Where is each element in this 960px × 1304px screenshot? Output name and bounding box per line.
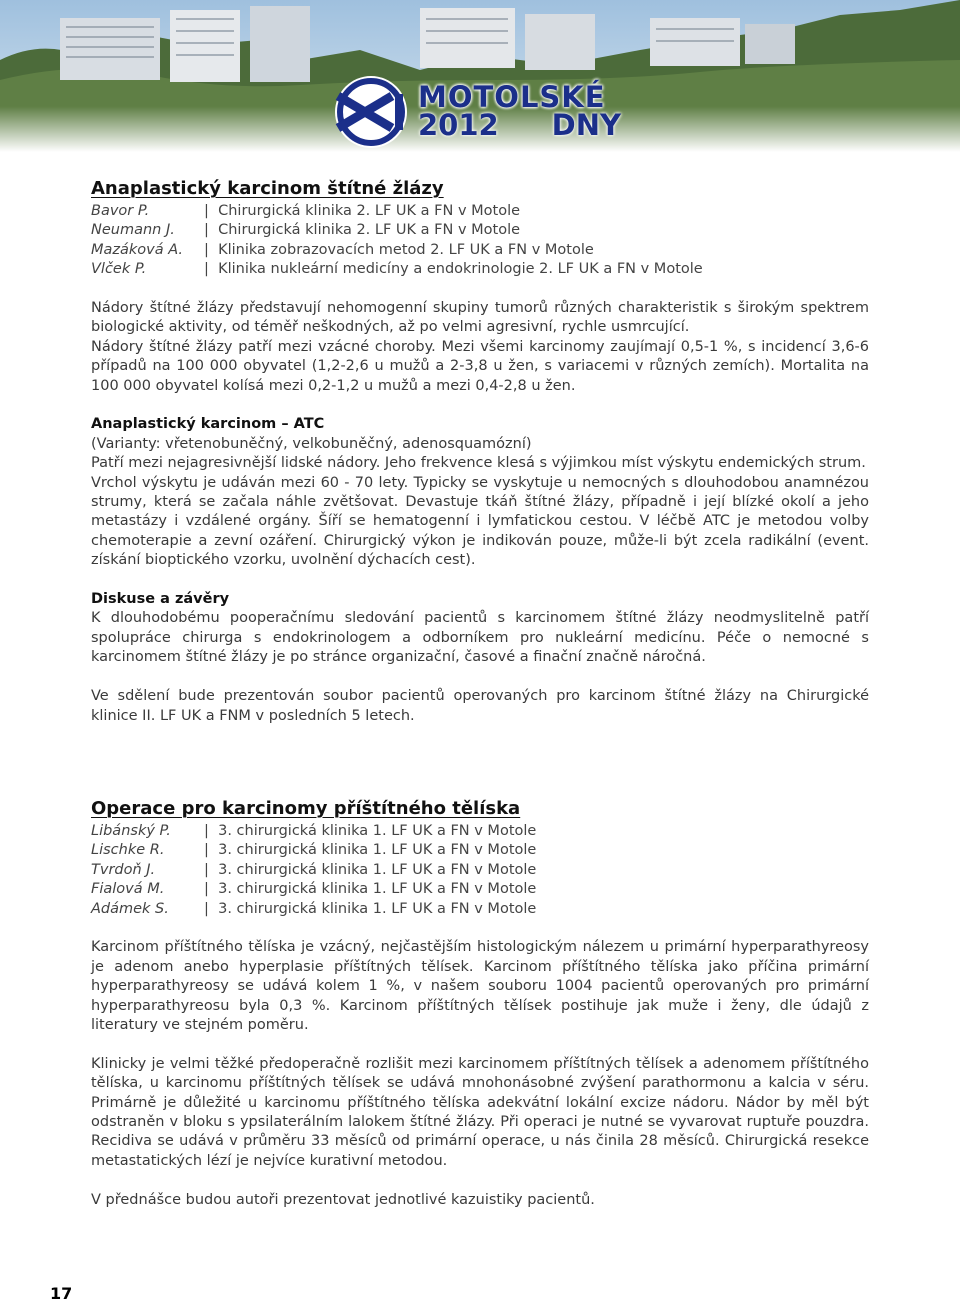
author-row bbox=[91, 260, 869, 279]
author-name: Libánský P. bbox=[91, 822, 171, 839]
author-affiliation: | 3. chirurgická klinika 1. LF UK a FN v Motole bbox=[204, 822, 536, 841]
author-affiliation: | Chirurgická klinika 2. LF UK a FN v Motole bbox=[204, 202, 520, 221]
author-name: Tvrdoň J. bbox=[91, 861, 156, 878]
author-name: Bavor P. bbox=[91, 203, 150, 219]
author-name: Fialová M. bbox=[91, 881, 165, 898]
author-affiliation: | 3. chirurgická klinika 1. LF UK a FN v Motole bbox=[204, 880, 536, 899]
author-name: Vlček P. bbox=[91, 261, 147, 278]
author-affiliation: | Klinika nukleární medicíny a endokrinologie 2. LF UK a FN v Motole bbox=[204, 260, 703, 279]
author-name: Adámek S. bbox=[91, 900, 169, 917]
logo-numeral bbox=[1, 1, 2, 2]
page-number: 17 bbox=[50, 1284, 73, 1303]
atc-paragraph: (Varianty: vřetenobuněčný, velkobuněčný, adenosquamózní) bbox=[91, 435, 532, 452]
logo-word-motolske: MOTOLSKÉ bbox=[418, 80, 606, 114]
author-affiliation: | 3. chirurgická klinika 1. LF UK a FN v Motole bbox=[204, 900, 536, 919]
page-content bbox=[91, 178, 869, 1210]
author-name: Mazáková A. bbox=[91, 241, 184, 258]
author-row bbox=[91, 241, 869, 260]
section2-title: Operace pro karcinomy příštítného tělíska bbox=[91, 797, 521, 819]
body-paragraph: Karcinom příštítného tělíska je vzácný, nejčastějším histologickým nálezem u primární hyperparathyreosy je adenom anebo hyperplasie příštítných tělísek. Karcinom příštítného tělíska jako příčina primární hyperparathyreosy se udává kolem 1 %, v našem souboru 1004 pacientů operovaných pro primární hyperparathyreosu byla 0,3 %. Karcinom příštítných tělísek postihuje jak muže i ženy, dle údajů z literatury ve stejném poměru. bbox=[91, 939, 869, 1033]
author-row bbox=[91, 221, 869, 240]
closing-paragraph: Ve sdělení bude prezentován soubor pacientů operovaných pro karcinom štítné žlázy na Chirurgické klinice II. LF UK a FNM v posledních 5 letech. bbox=[91, 688, 869, 724]
atc-heading: Anaplastický karcinom – ATC bbox=[91, 416, 325, 433]
conclusion-paragraph: K dlouhodobému pooperačnímu sledování pacientů s karcinomem štítné žlázy neodmyslitelně patří spolupráce chirurga s endokrinologem a odborníkem pro nukleární medicínu. Péče o nemocné s karcinomem štítné žlázy je po stránce organizační, časové a finační značně náročná. bbox=[91, 610, 869, 666]
author-name: Neumann J. bbox=[91, 222, 175, 239]
header-banner bbox=[0, 0, 960, 152]
logo-word-dny: DNY bbox=[551, 108, 621, 142]
body-paragraph: V přednášce budou autoři prezentovat jednotlivé kazuistiky pacientů. bbox=[91, 1191, 595, 1208]
intro-paragraph: Nádory štítné žlázy představují nehomogenní skupiny tumorů různých charakteristik s širokým spektrem biologické aktivity, od téměř neškodných, až po velmi agresivní, rychle usmrcující. bbox=[91, 300, 869, 336]
author-affiliation: | Chirurgická klinika 2. LF UK a FN v Motole bbox=[204, 221, 520, 240]
atc-paragraph: Vrchol výskytu je udáván mezi 60 - 70 lety. Typicky se vyskytuje u nemocných s dlouhodobou anamnézou strumy, která se začala náhle zvětšovat. Devastuje tkáň štítné žlázy, případně i její blízké okolí a jeho metastázy i vzdálené orgány. Šíří se hematogenní i lymfatickou cestou. V léčbě ATC je metodou volby chemoterapie a zevní ozáření. Chirurgický výkon je indikován pouze, může-li být zcela radikální (event. získání bioptického vzorku, uvolnění dýchacích cest). bbox=[91, 474, 869, 569]
author-affiliation: | Klinika zobrazovacích metod 2. LF UK a FN v Motole bbox=[204, 241, 594, 260]
author-row bbox=[91, 841, 869, 860]
author-row bbox=[91, 202, 869, 221]
logo-year: 2012 bbox=[418, 108, 499, 142]
author-affiliation: | 3. chirurgická klinika 1. LF UK a FN v Motole bbox=[204, 841, 536, 860]
logo-text bbox=[418, 80, 630, 142]
author-row bbox=[91, 861, 869, 880]
section1-authors bbox=[91, 202, 869, 280]
author-row bbox=[91, 900, 869, 919]
section2-authors bbox=[91, 822, 869, 919]
author-affiliation: | 3. chirurgická klinika 1. LF UK a FN v Motole bbox=[204, 861, 536, 880]
intro-paragraph: Nádory štítné žlázy patří mezi vzácné choroby. Mezi všemi karcinomy zaujímají 0,5-1 %, s incidencí 3,6-6 případů na 100 000 obyvatel (1,2-2,6 u mužů a 2-3,8 u žen, s variacemi v různých zemích). Mortalita na 100 000 obyvatel kolísá mezi 0,2-1,2 u mužů a mezi 0,4-2,8 u žen. bbox=[91, 338, 869, 394]
conclusion-heading: Diskuse a závěry bbox=[91, 591, 230, 608]
author-row bbox=[91, 880, 869, 899]
body-paragraph: Klinicky je velmi těžké předoperačně rozlišit mezi karcinomem příštítných tělísek a adenomem příštítného tělíska, u karcinomu příštítných tělísek se udává mnohonásobné zvýšení parathormonu a kalcia v séru. Primárně je důležité u karcinomu příštítného tělíska adekvátní lokální excize nádoru. Nádor by měl být odstraněn v bloku s ypsilaterálním lalokem štítné žlázy. Při operaci je nutné se vyvarovat ruptuře pouzdra. Recidiva se udává v průměru 33 měsíců od primární operace, u nás činila 28 měsíců. Chirurgická resekce metastatických lézí je nejvíce kurativní metodou. bbox=[91, 1055, 869, 1169]
conference-logo bbox=[335, 76, 407, 148]
author-row bbox=[91, 822, 869, 841]
atc-paragraph: Patří mezi nejagresivnější lidské nádory. Jeho frekvence klesá s výjimkou míst výskytu endemických strum. bbox=[91, 455, 866, 472]
section1-title: Anaplastický karcinom štítné žlázy bbox=[91, 178, 444, 199]
author-name: Lischke R. bbox=[91, 842, 165, 859]
